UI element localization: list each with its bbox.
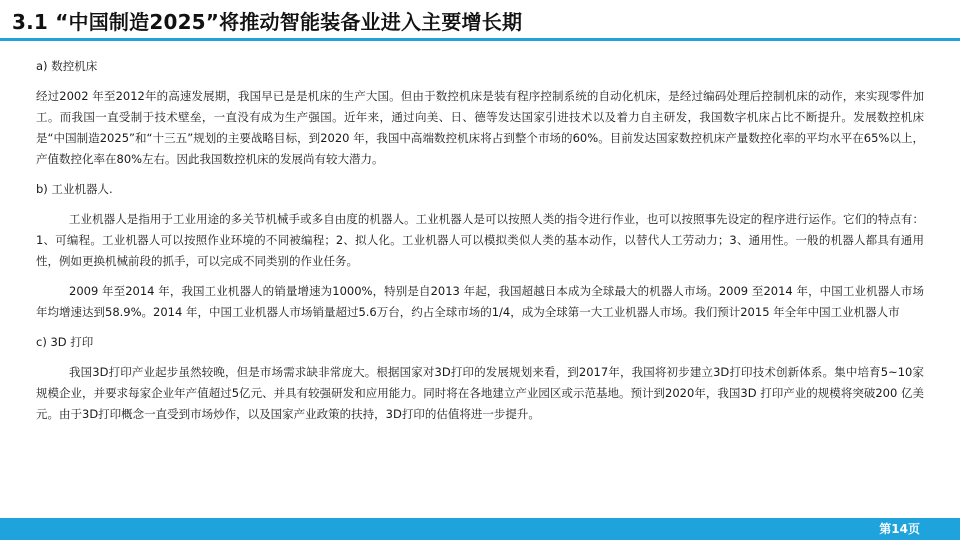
footer-bar — [0, 518, 960, 540]
paragraph-cnc: 经过2002 年至2012年的高速发展期，我国早已是是机床的生产大国。但由于数控机床是装有程序控制系统的自动化机床，是经过编码处理后控制机床的动作，来实现零件加工。而我国一直受制于技术壁垒，一直没有成为生产强国。近年来，通过向美、日、德等发达国家引进技术以及着力自主研发，我国数字机床占比不断提升。发展数控机床是“中国制造2025”和“十三五”规划的主要战略目标，到2020 年，我国中高端数控机床将占到整个市场的60%。目前发达国家数控机床产量数控化率的平均水平在65%以上，产值数控化率在80%左右。因此我国数控机床的发展尚有较大潜力。 — [36, 89, 924, 166]
page-title: 3.1 “中国制造2025”将推动智能装备业进入主要增长期 — [12, 10, 523, 34]
page-number: 第14页 — [879, 522, 920, 536]
section-heading-3d-printing: c) 3D 打印 — [36, 335, 94, 349]
paragraph-robot-market: 2009 年至2014 年，我国工业机器人的销量增速为1000%，特别是自2013 年起，我国超越日本成为全球最大的机器人市场。2009 至2014 年，中国工业机器人市场年均增速达到58.9%。2014 年，中国工业机器人市场销量超过5.6万台，约占全球市场的1/4，成为全球第一大工业机器人市场。我们预计2015 年全年中国工业机器人市 — [36, 284, 924, 319]
section-heading-cnc: a) 数控机床 — [36, 59, 98, 73]
paragraph-robot-definition: 工业机器人是指用于工业用途的多关节机械手或多自由度的机器人。工业机器人是可以按照人类的指令进行作业，也可以按照事先设定的程序进行运作。它们的特点有：1、可编程。工业机器人可以按照作业环境的不同被编程；2、拟人化。工业机器人可以模拟类似人类的基本动作，以替代人工劳动力；3、通用性。一般的机器人都具有通用性，例如更换机械前段的抓手，可以完成不同类别的作业任务。 — [36, 212, 924, 268]
section-heading-robot: b) 工业机器人. — [36, 182, 113, 196]
title-divider — [0, 38, 960, 41]
slide-body — [36, 56, 924, 434]
paragraph-3d-printing: 我国3D打印产业起步虽然较晚，但是市场需求缺非常庞大。根据国家对3D打印的发展规划来看，到2017年，我国将初步建立3D打印技术创新体系。集中培育5~10家规模企业，并要求每家企业年产值超过5亿元、并具有较强研发和应用能力。同时将在各地建立产业园区或示范基地。预计到2020年，我国3D 打印产业的规模将突破200 亿美元。由于3D打印概念一直受到市场炒作，以及国家产业政策的扶持，3D打印的估值将进一步提升。 — [36, 365, 924, 421]
